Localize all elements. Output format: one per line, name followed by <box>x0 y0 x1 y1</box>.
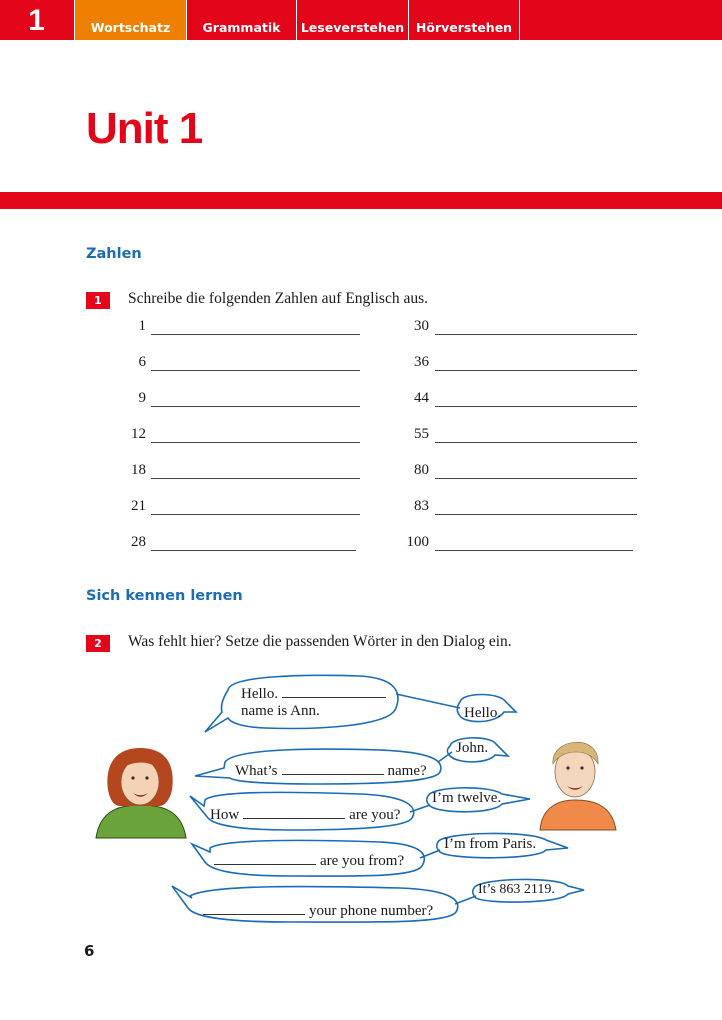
dialog-answer-1: Hello. <box>464 705 502 721</box>
dialog-q3-after: are you? <box>349 807 401 823</box>
tab-wortschatz[interactable]: Wortschatz <box>74 0 186 40</box>
dialog-q3 <box>210 804 400 824</box>
number-label: 80 <box>414 462 429 478</box>
number-label: 1 <box>138 318 146 334</box>
fill-in-blank-2[interactable] <box>282 760 384 775</box>
dialog-q1-line2: name is Ann. <box>241 703 320 719</box>
dialog-q5 <box>203 900 433 920</box>
dialog-answer-5: It’s 863 2119. <box>478 882 555 897</box>
dialog-q2 <box>235 760 427 780</box>
number-label: 9 <box>138 390 146 406</box>
dialog-q4 <box>214 850 404 870</box>
number-label: 83 <box>414 498 429 514</box>
number-label: 6 <box>138 354 146 370</box>
girl-illustration <box>96 748 186 838</box>
number-label: 44 <box>414 390 429 406</box>
fill-in-blank-5[interactable] <box>203 900 305 915</box>
number-label: 21 <box>131 498 146 514</box>
boy-illustration <box>540 742 616 830</box>
dialog-q3-before: How <box>210 807 240 823</box>
dialog-q1-line1 <box>241 683 390 703</box>
number-label: 30 <box>414 318 429 334</box>
dialog-answer-3: I’m twelve. <box>432 790 502 806</box>
tab-leseverstehen[interactable]: Leseverstehen <box>296 0 408 40</box>
exercise-badge-1: 1 <box>86 292 110 309</box>
number-label: 28 <box>131 534 146 550</box>
page-title: Unit 1 <box>86 104 203 153</box>
number-label: 36 <box>414 354 429 370</box>
number-label: 100 <box>406 534 429 550</box>
page-number: 6 <box>84 942 95 960</box>
dialog-q2-before: What’s <box>235 763 278 779</box>
fill-in-blank-1[interactable] <box>282 683 386 698</box>
exercise-badge-2: 2 <box>86 635 110 652</box>
dialog-q2-after: name? <box>387 763 427 779</box>
dialog-answer-4: I’m from Paris. <box>444 836 537 852</box>
exercise-2-instruction: Was fehlt hier? Setze die passenden Wörter in den Dialog ein. <box>128 633 512 650</box>
number-label: 55 <box>414 426 429 442</box>
tab-hoerverstehen[interactable]: Hörverstehen <box>408 0 520 40</box>
unit-number: 1 <box>28 4 45 37</box>
dialog-q1-text: Hello. <box>241 686 279 702</box>
exercise-1-instruction: Schreibe die folgenden Zahlen auf Englisch aus. <box>128 290 428 307</box>
tab-grammatik[interactable]: Grammatik <box>186 0 296 40</box>
number-label: 18 <box>131 462 146 478</box>
section-heading-zahlen: Zahlen <box>86 246 142 262</box>
dialog-q5-after: your phone number? <box>309 903 434 919</box>
number-label: 12 <box>131 426 146 442</box>
section-heading-sich-kennen-lernen: Sich kennen lernen <box>86 588 243 604</box>
fill-in-blank-3[interactable] <box>243 804 345 819</box>
dialog-answer-2: John. <box>456 740 489 756</box>
dialog-q4-after: are you from? <box>320 853 405 869</box>
fill-in-blank-4[interactable] <box>214 850 316 865</box>
